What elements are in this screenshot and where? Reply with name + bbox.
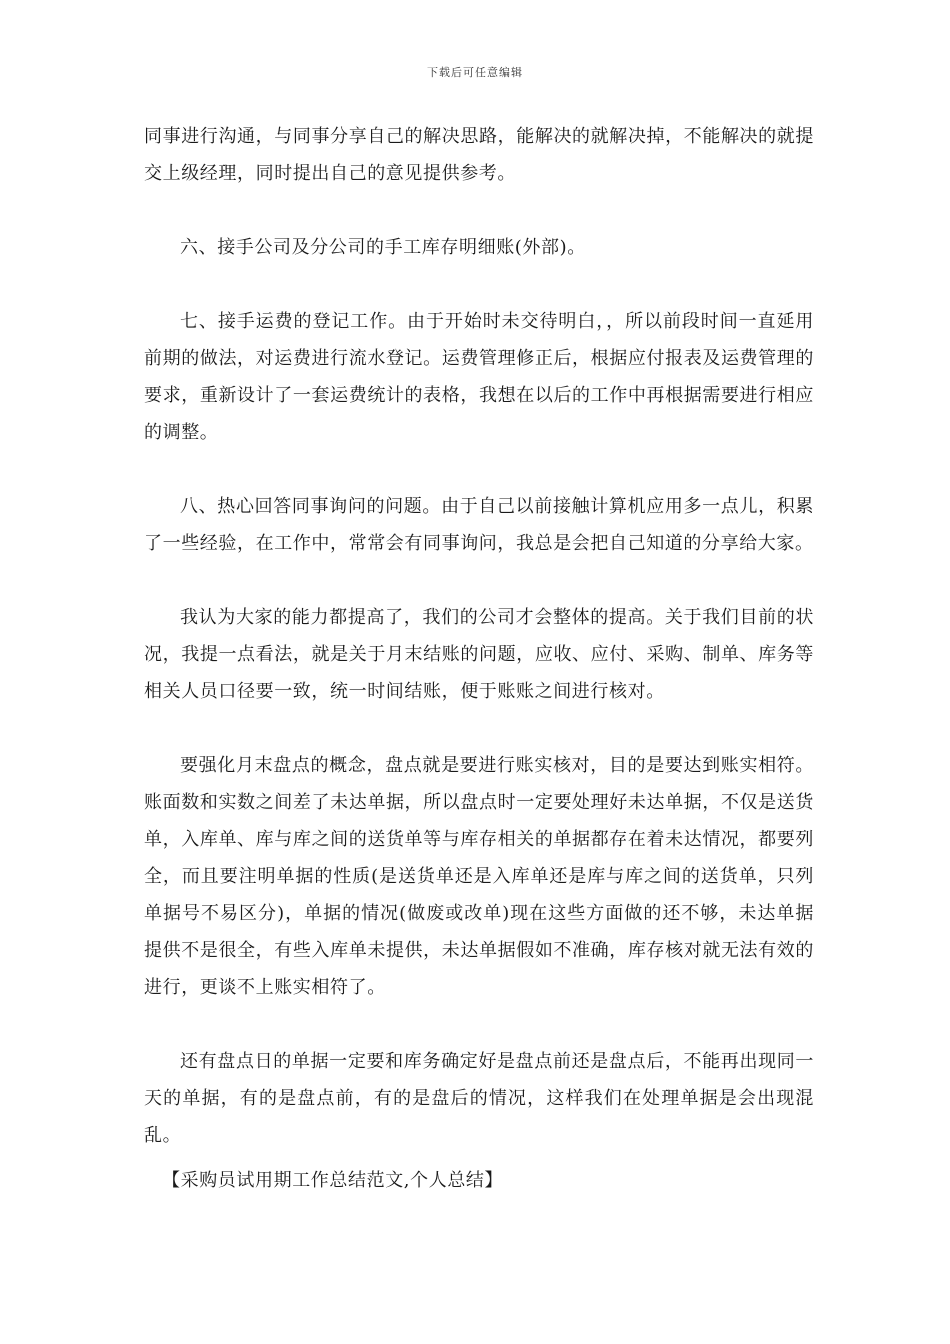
paragraph-item-seven: 七、接手运费的登记工作。由于开始时未交待明白，，所以前段时间一直延用前期的做法，对运费进行流水登记。运费管理修正后，根据应付报表及运费管理的要求，重新设计了一套运费统计的表格，我想在以后的工作中再根据需要进行相应的调整。 <box>144 311 814 443</box>
paragraph-item-six: 六、接手公司及分公司的手工库存明细账(外部)。 <box>180 237 586 258</box>
document-title-tag: 【采购员试用期工作总结范文,个人总结】 <box>162 1170 504 1191</box>
document-body <box>144 118 814 1154</box>
page-header: 下载后可任意编辑 <box>427 66 523 79</box>
paragraph-continuation: 同事进行沟通，与同事分享自己的解决思路，能解决的就解决掉，不能解决的就提交上级经理，同时提出自己的意见提供参考。 <box>144 126 814 184</box>
paragraph-item-eight: 八、热心回答同事询问的问题。由于自己以前接触计算机应用多一点儿，积累了一些经验，在工作中，常常会有同事询问，我总是会把自己知道的分享给大家。 <box>144 496 814 554</box>
paragraph-inventory: 要强化月末盘点的概念，盘点就是要进行账实核对，目的是要达到账实相符。账面数和实数之间差了未达单据，所以盘点时一定要处理好未达单据，不仅是送货单，入库单、库与库之间的送货单等与库存相关的单据都存在着未达情况，都要列全，而且要注明单据的性质(是送货单还是入库单还是库与库之间的送货单，只列单据号不易区分)，单据的情况(做废或改单)现在这些方面做的还不够，未达单据提供不是很全，有些入库单未提供，未达单据假如不准确，库存核对就无法有效的进行，更谈不上账实相符了。 <box>144 755 814 998</box>
paragraph-opinion: 我认为大家的能力都提高了，我们的公司才会整体的提高。关于我们目前的状况，我提一点看法，就是关于月末结账的问题，应收、应付、采购、制单、库务等相关人员口径要一致，统一时间结账，便于账账之间进行核对。 <box>144 607 814 702</box>
paragraph-stocktake-date: 还有盘点日的单据一定要和库务确定好是盘点前还是盘点后，不能再出现同一天的单据，有的是盘点前，有的是盘后的情况，这样我们在处理单据是会出现混乱。 <box>144 1051 814 1146</box>
